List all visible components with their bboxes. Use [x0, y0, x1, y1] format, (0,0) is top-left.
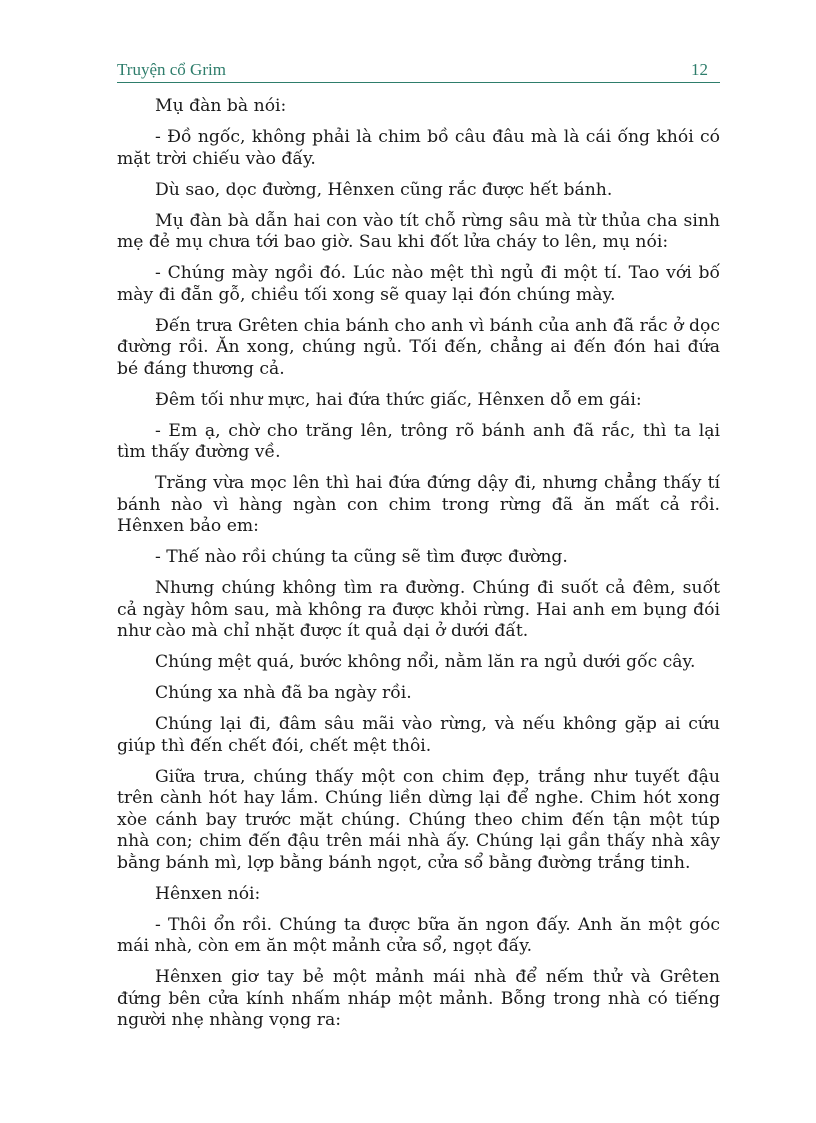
paragraph: Mụ đàn bà dẫn hai con vào tít chỗ rừng sâu mà từ thủa cha sinh mẹ đẻ mụ chưa tới bao giờ. Sau khi đốt lửa cháy to lên, mụ nói: — [117, 210, 720, 252]
paragraph: Chúng lại đi, đâm sâu mãi vào rừng, và nếu không gặp ai cứu giúp thì đến chết đói, chết mệt thôi. — [117, 714, 720, 756]
page-number: 12 — [691, 60, 708, 79]
paragraph: - Em ạ, chờ cho trăng lên, trông rõ bánh anh đã rắc, thì ta lại tìm thấy đường về. — [117, 420, 720, 462]
paragraph: Hênxen nói: — [155, 883, 261, 904]
paragraph: Giữa trưa, chúng thấy một con chim đẹp, trắng như tuyết đậu trên cành hót hay lắm. Chúng liền dừng lại để nghe. Chim hót xong xòe cánh bay trước mặt chúng. Chúng theo chim đến tận một túp nhà con; chim đến đậu trên mái nhà ấy. Chúng lại gần thấy nhà xây bằng bánh mì, lợp bằng bánh ngọt, cửa sổ bằng đường trắng tinh. — [117, 766, 720, 873]
paragraph: Hênxen giơ tay bẻ một mảnh mái nhà để nếm thử và Grêten đứng bên cửa kính nhấm nháp một mảnh. Bỗng trong nhà có tiếng người nhẹ nhàng vọng ra: — [117, 967, 720, 1030]
paragraph: - Thế nào rồi chúng ta cũng sẽ tìm được đường. — [155, 547, 568, 567]
running-header — [117, 58, 720, 82]
paragraph: Mụ đàn bà nói: — [155, 96, 287, 116]
paragraph: Nhưng chúng không tìm ra đường. Chúng đi suốt cả đêm, suốt cả ngày hôm sau, mà không ra được khỏi rừng. Hai anh em bụng đói như cào mà chỉ nhặt được ít quả dại ở dưới đất. — [117, 578, 720, 641]
paragraph: Đêm tối như mực, hai đứa thức giấc, Hênxen dỗ em gái: — [155, 389, 642, 410]
paragraph: Chúng mệt quá, bước không nổi, nằm lăn ra ngủ dưới gốc cây. — [155, 652, 696, 672]
paragraph: - Đồ ngốc, không phải là chim bồ câu đâu mà là cái ống khói có mặt trời chiếu vào đấy. — [117, 127, 720, 169]
header-rule — [117, 82, 720, 83]
paragraph: Đến trưa Grêten chia bánh cho anh vì bánh của anh đã rắc ở dọc đường rồi. Ăn xong, chúng ngủ. Tối đến, chẳng ai đến đón hai đứa bé đáng thương cả. — [117, 315, 720, 379]
paragraph: Trăng vừa mọc lên thì hai đứa đứng dậy đi, nhưng chẳng thấy tí bánh nào vì hàng ngàn con chim trong rừng đã ăn mất cả rồi. Hênxen bảo em: — [117, 473, 720, 536]
paragraph: Chúng xa nhà đã ba ngày rồi. — [155, 683, 412, 703]
body-text — [117, 96, 720, 1041]
paragraph: Dù sao, dọc đường, Hênxen cũng rắc được hết bánh. — [155, 179, 613, 200]
book-title: Truyện cổ Grim — [117, 60, 226, 79]
paragraph: - Chúng mày ngồi đó. Lúc nào mệt thì ngủ đi một tí. Tao với bố mày đi đẵn gỗ, chiều tối xong sẽ quay lại đón chúng mày. — [117, 263, 720, 305]
paragraph: - Thôi ổn rồi. Chúng ta được bữa ăn ngon đấy. Anh ăn một góc mái nhà, còn em ăn một mảnh cửa sổ, ngọt đấy. — [117, 914, 720, 956]
